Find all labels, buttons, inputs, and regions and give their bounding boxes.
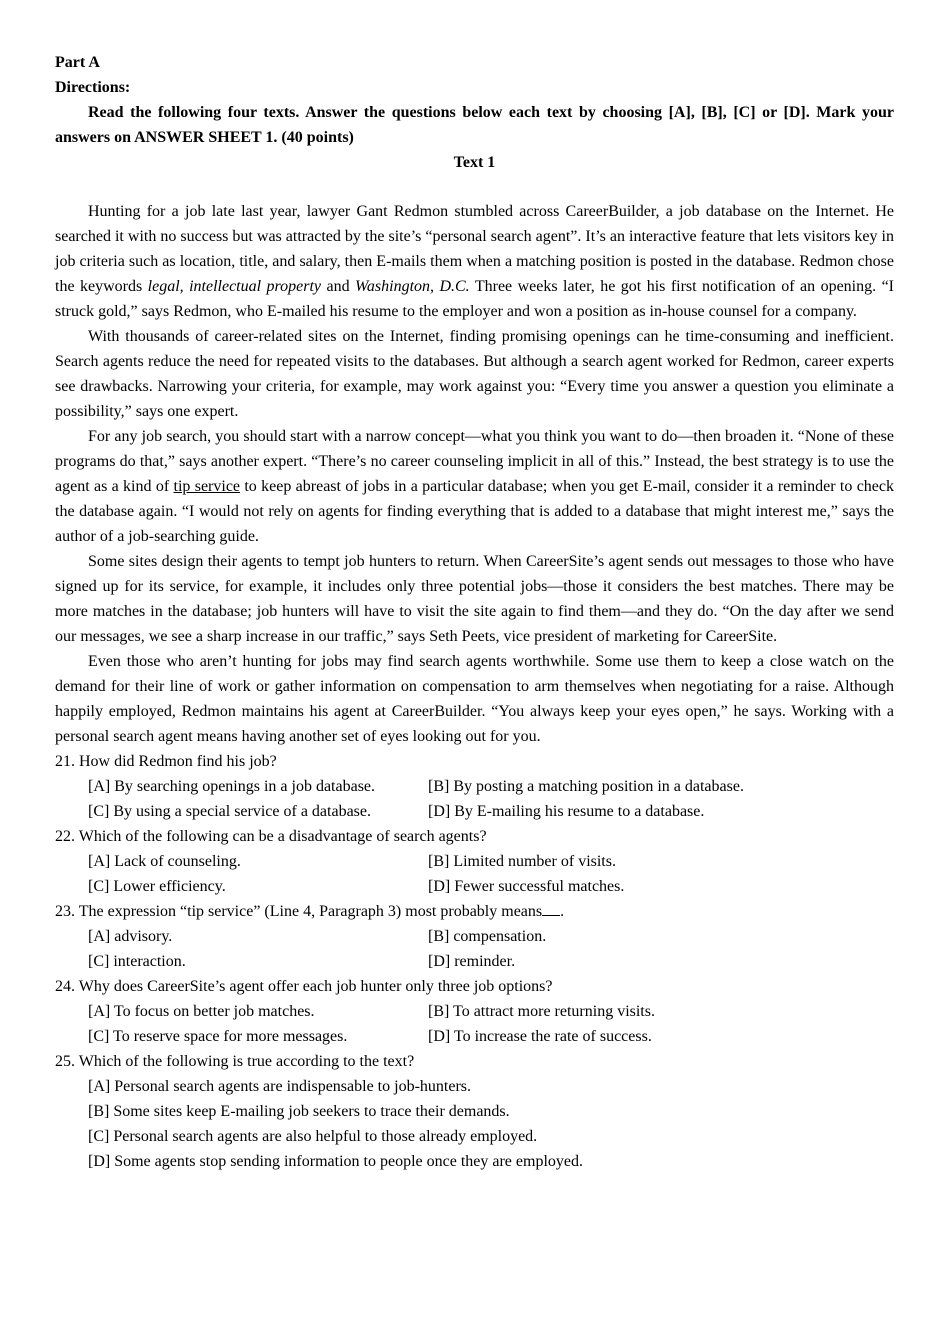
option-b: [B] Limited number of visits. — [428, 853, 616, 870]
option-c: [C] interaction. — [88, 953, 186, 970]
passage-paragraph-1 — [55, 199, 894, 324]
option-b: [B] compensation. — [428, 928, 547, 945]
passage-paragraph-4: Some sites design their agents to tempt job hunters to return. When CareerSite’s agent sends out messages to those who have signed up for its service, for example, it includes only three potential jobs—those it considers the best matches. There may be more matches in the database; job hunters will have to visit the site again to find them—and they do. “On the day after we send our messages, we see a sharp increase in our traffic,” says Seth Peets, vice president of marketing for CareerSite. — [55, 553, 894, 645]
stem-end: . — [560, 903, 565, 920]
option-a: [A] Lack of counseling. — [88, 853, 241, 870]
answer-blank — [542, 901, 560, 916]
option-b: [B] To attract more returning visits. — [428, 1003, 655, 1020]
passage-paragraph-3 — [55, 424, 894, 549]
p1-keyword-1: legal, intellectual property — [147, 278, 322, 295]
directions-text: Read the following four texts. Answer the questions below each text by choosing [A], [B], [C] or [D]. Mark your answers on ANSWER SHEET 1. (40 points) — [55, 104, 894, 146]
option-d: [D] Fewer successful matches. — [428, 878, 625, 895]
option-a: [A] By searching openings in a job database. — [88, 778, 376, 795]
passage-paragraph-5: Even those who aren’t hunting for jobs may find search agents worthwhile. Some use them to keep a close watch on the demand for their line of work or gather information on compensation to arm themselves when negotiating for a raise. Although happily employed, Redmon maintains his agent at CareerBuilder. “You always keep your eyes open,” he says. Working with a personal search agent means having another set of eyes looking out for you. — [55, 653, 894, 745]
p3-text-a: For any job search, you should start with a narrow concept—what you think you want to do—then broaden it. “None of these programs do that,” says another expert. “There’s no career counseling implicit in all of this.” Instead, the best strategy is to use the agent as a kind of — [55, 428, 894, 495]
option-a: [A] To focus on better job matches. — [88, 1003, 315, 1020]
option-c: [C] By using a special service of a database. — [88, 803, 372, 820]
question-stem: 22. Which of the following can be a disadvantage of search agents? — [55, 828, 487, 845]
option-a: [A] Personal search agents are indispensable to job-hunters. — [88, 1078, 471, 1095]
p1-text-c: Three weeks later, he got his first notification of an opening. “I struck gold,” says Redmon, who E-mailed his resume to the employer and won a position as in-house counsel for a company. — [55, 278, 894, 320]
option-c: [C] Lower efficiency. — [88, 878, 226, 895]
question-stem: 24. Why does CareerSite’s agent offer each job hunter only three job options? — [55, 978, 553, 995]
question-25 — [55, 1049, 894, 1174]
p1-text-a: Hunting for a job late last year, lawyer Gant Redmon stumbled across CareerBuilder, a job database on the Internet. He searched it with no success but was attracted by the site’s “personal search agent”. It’s an interactive feature that lets visitors key in job criteria such as location, title, and salary, then E-mails them when a matching position is posted in the database. Redmon chose the keywords — [55, 203, 894, 295]
option-d: [D] To increase the rate of success. — [428, 1028, 652, 1045]
p1-text-b: and — [321, 278, 356, 295]
option-d: [D] By E-mailing his resume to a database. — [428, 803, 705, 820]
stem-text: 23. The expression “tip service” (Line 4, Paragraph 3) most probably means — [55, 903, 543, 920]
question-stem: 21. How did Redmon find his job? — [55, 753, 277, 770]
option-c: [C] To reserve space for more messages. — [88, 1028, 348, 1045]
text-title: Text 1 — [453, 154, 496, 171]
passage-paragraph-2: With thousands of career-related sites on the Internet, finding promising openings can he time-consuming and inefficient. Search agents reduce the need for repeated visits to the databases. But although a search agent worked for Redmon, career experts see drawbacks. Narrowing your criteria, for example, may work against you: “Every time you answer a question you eliminate a possibility,” says one expert. — [55, 328, 894, 420]
option-d: [D] Some agents stop sending information to people once they are employed. — [88, 1153, 583, 1170]
question-24 — [55, 974, 894, 1049]
p3-underlined-term: tip service — [173, 478, 241, 495]
p3-text-b: to keep abreast of jobs in a particular database; when you get E-mail, consider it a reminder to check the database again. “I would not rely on agents for finding everything that is added to a database that might interest me,” says the author of a job-searching guide. — [55, 478, 894, 545]
question-stem — [55, 899, 894, 924]
question-22 — [55, 824, 894, 899]
option-b: [B] By posting a matching position in a database. — [428, 778, 744, 795]
passage — [55, 199, 894, 749]
option-a: [A] advisory. — [88, 928, 173, 945]
option-b: [B] Some sites keep E-mailing job seekers to trace their demands. — [88, 1103, 510, 1120]
directions-label: Directions: — [55, 79, 131, 96]
option-d: [D] reminder. — [428, 953, 516, 970]
question-stem: 25. Which of the following is true according to the text? — [55, 1053, 415, 1070]
p1-keyword-2: Washington, D.C. — [355, 278, 470, 295]
part-heading: Part A — [55, 54, 100, 71]
question-21 — [55, 749, 894, 824]
question-23 — [55, 899, 894, 974]
option-c: [C] Personal search agents are also helpful to those already employed. — [88, 1128, 538, 1145]
